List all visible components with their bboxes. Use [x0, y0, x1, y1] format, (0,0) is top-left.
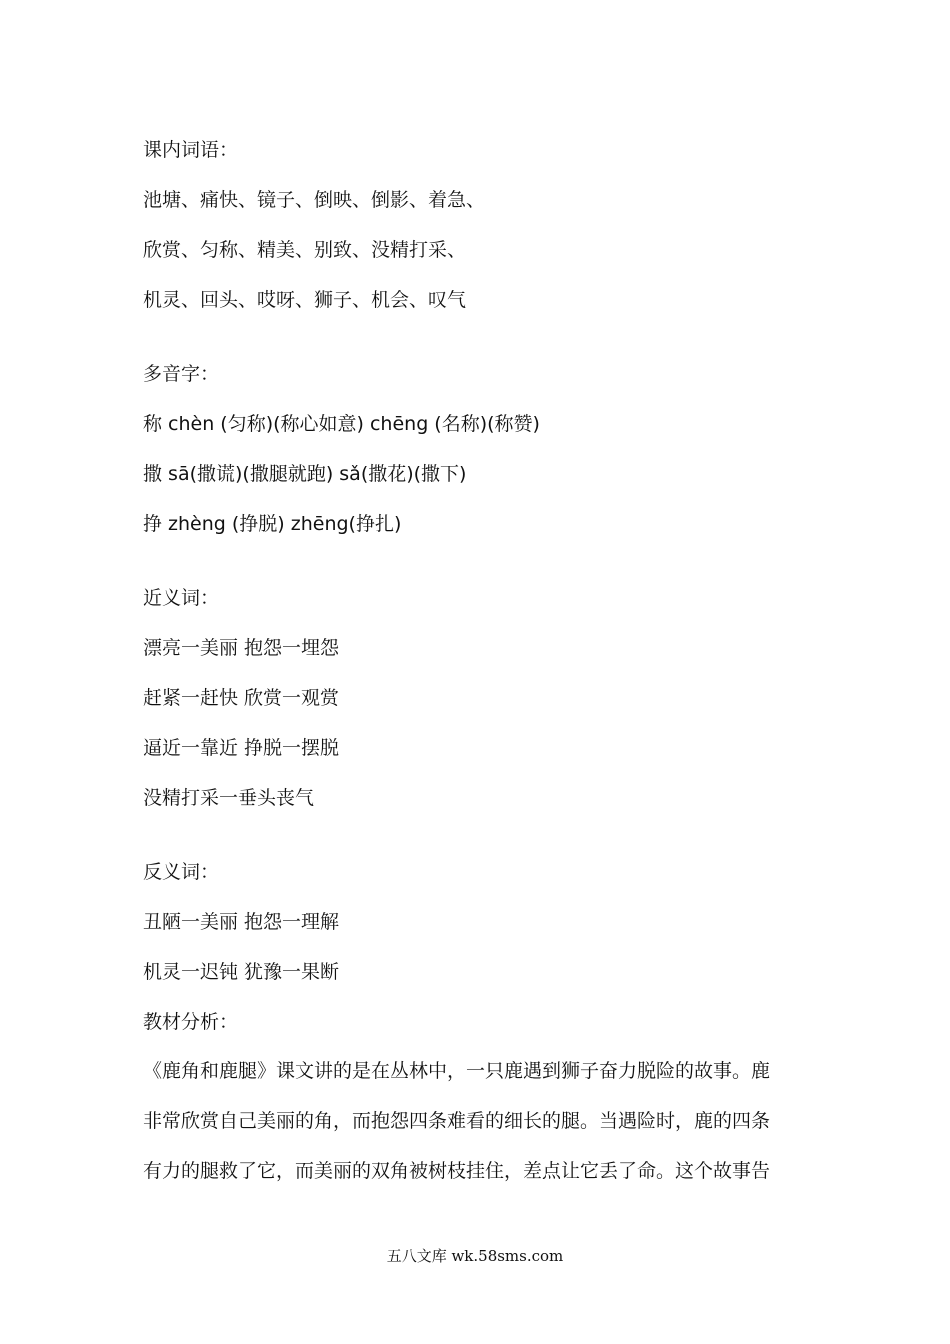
- synonym-line: 逼近一靠近 挣脱一摆脱: [143, 737, 340, 759]
- analysis-line: 《鹿角和鹿腿》课文讲的是在丛林中，一只鹿遇到狮子奋力脱险的故事。鹿: [143, 1060, 771, 1082]
- synonym-line: 漂亮一美丽 抱怨一埋怨: [143, 637, 340, 659]
- synonyms-heading: 近义词：: [143, 587, 220, 609]
- vocab-line: 机灵、回头、哎呀、狮子、机会、叹气: [143, 289, 467, 311]
- footer-site-text: 五八文库 wk.58sms.com: [386, 1247, 564, 1265]
- antonym-line: 丑陋一美丽 抱怨一理解: [143, 911, 340, 933]
- antonyms-heading: 反义词：: [143, 861, 220, 883]
- polyphones-heading: 多音字：: [143, 363, 220, 385]
- vocab-heading: 课内词语：: [143, 139, 239, 161]
- analysis-line: 有力的腿救了它，而美丽的双角被树枝挂住，差点让它丢了命。这个故事告: [143, 1160, 771, 1182]
- synonym-line: 没精打采一垂头丧气: [143, 787, 315, 809]
- analysis-paragraph: [143, 1046, 813, 1196]
- polyphone-line: 称 chèn (匀称)(称心如意) chēng (名称)(称赞): [143, 413, 540, 435]
- antonym-line: 机灵一迟钝 犹豫一果断: [143, 961, 340, 983]
- vocab-line: 欣赏、匀称、精美、别致、没精打采、: [143, 239, 467, 261]
- polyphone-line: 挣 zhèng (挣脱) zhēng(挣扎): [143, 513, 402, 535]
- vocab-line: 池塘、痛快、镜子、倒映、倒影、着急、: [143, 189, 486, 211]
- polyphone-line: 撒 sā(撒谎)(撒腿就跑) sǎ(撒花)(撒下): [143, 463, 467, 485]
- analysis-line: 非常欣赏自己美丽的角，而抱怨四条难看的细长的腿。当遇险时，鹿的四条: [143, 1110, 771, 1132]
- analysis-heading: 教材分析：: [143, 1011, 239, 1033]
- synonym-line: 赶紧一赶快 欣赏一观赏: [143, 687, 340, 709]
